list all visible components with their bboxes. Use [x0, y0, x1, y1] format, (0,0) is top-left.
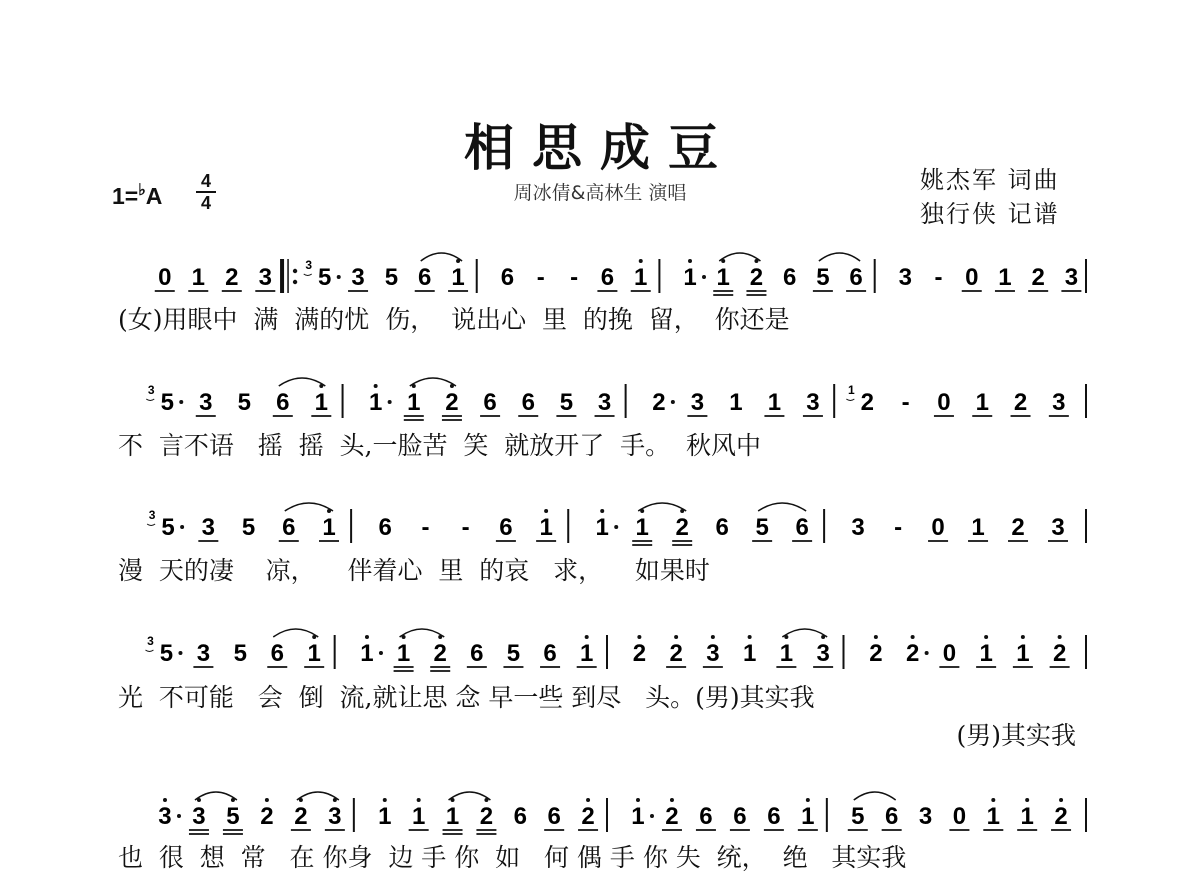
note: 1: [595, 514, 609, 541]
note: 5: [241, 514, 256, 541]
high-octave-dot: [374, 384, 378, 388]
note: 3: [192, 803, 206, 830]
note: 3: [1051, 514, 1065, 541]
note: 3: [1064, 264, 1079, 291]
note: 1: [801, 803, 815, 830]
note: 6: [499, 514, 513, 541]
high-octave-dot: [585, 635, 589, 639]
note: 6: [282, 514, 296, 541]
note: 1: [683, 264, 697, 291]
note: 1: [779, 640, 794, 667]
duration-dot: [925, 651, 929, 655]
note: 3: [806, 389, 820, 416]
note: 0: [965, 264, 979, 291]
note: 1: [378, 803, 392, 830]
note: 3: [199, 389, 213, 416]
high-octave-dot: [806, 798, 810, 802]
dash-note: -: [894, 514, 903, 541]
note: 1: [986, 803, 1000, 830]
high-octave-dot: [265, 798, 269, 802]
singers-credit: 周冰倩&高林生 演唱: [513, 182, 687, 204]
slur: [758, 503, 806, 511]
high-octave-dot: [639, 259, 643, 263]
grace-slur: [145, 650, 153, 652]
grace-slur: [846, 399, 854, 401]
high-octave-dot: [1059, 798, 1063, 802]
note: 2: [749, 264, 764, 291]
note: 5: [160, 389, 174, 416]
high-octave-dot: [637, 635, 641, 639]
note: 6: [378, 514, 392, 541]
lyricist-credit: 姚杰军 词曲: [920, 166, 1060, 194]
grace-note: 3: [305, 258, 313, 272]
duration-dot: [178, 651, 182, 655]
grace-slur: [304, 274, 312, 276]
note: 1: [1016, 640, 1030, 667]
song-title: 相思成豆: [464, 118, 736, 177]
note: 1: [580, 640, 594, 667]
note: 2: [860, 389, 875, 416]
repeat-dot: [293, 280, 297, 284]
high-octave-dot: [674, 635, 678, 639]
note: 1: [634, 264, 648, 291]
slur: [279, 378, 326, 386]
grace-slur: [146, 399, 154, 401]
duration-dot: [614, 525, 618, 529]
note: 3: [851, 514, 865, 541]
high-octave-dot: [586, 798, 590, 802]
duration-dot: [650, 814, 654, 818]
note: 6: [270, 640, 284, 667]
note: 2: [294, 803, 308, 830]
note: 6: [795, 514, 809, 541]
grace-note: 3: [147, 383, 155, 397]
high-octave-dot: [748, 635, 752, 639]
note: 0: [937, 389, 951, 416]
note: 3: [158, 803, 172, 830]
note: 5: [226, 803, 240, 830]
note: 0: [942, 640, 957, 667]
high-octave-dot: [636, 798, 640, 802]
grace-note: 3: [148, 508, 156, 522]
note: 6: [276, 389, 290, 416]
duration-dot: [180, 525, 184, 529]
note: 2: [869, 640, 883, 667]
grace-note: 1: [847, 383, 855, 397]
slur: [297, 792, 339, 800]
duration-dot: [337, 275, 341, 279]
lyric-line-3: 漫 天的凄 凉， 伴着心 里 的哀 求， 如果时: [118, 556, 710, 585]
meter-top: 4: [200, 171, 211, 191]
dash-note: -: [421, 514, 430, 541]
note: 6: [699, 803, 713, 830]
slur: [819, 253, 860, 261]
note: 1: [368, 389, 383, 416]
note: 2: [445, 389, 459, 416]
high-octave-dot: [711, 635, 715, 639]
note: 5: [816, 264, 830, 291]
note: 6: [521, 389, 535, 416]
note: 1: [716, 264, 730, 291]
flat-sign: ♭: [138, 182, 146, 199]
high-octave-dot: [984, 635, 988, 639]
note: 2: [581, 803, 595, 830]
high-octave-dot: [911, 635, 915, 639]
note: 2: [1011, 514, 1025, 541]
note: 1: [975, 389, 989, 416]
note: 5: [159, 640, 174, 667]
duration-dot: [702, 275, 706, 279]
slur: [854, 792, 896, 800]
slur: [273, 629, 318, 637]
note: 3: [351, 264, 365, 291]
meter-bottom: 4: [200, 193, 211, 213]
slur: [195, 792, 237, 800]
high-octave-dot: [1025, 798, 1029, 802]
dash-note: -: [461, 514, 470, 541]
note: 2: [675, 514, 689, 541]
note: 3: [706, 640, 720, 667]
note: 1: [451, 264, 465, 291]
transcriber-credit: 独行侠 记谱: [920, 200, 1060, 228]
note: 6: [418, 264, 432, 291]
note: 3: [328, 803, 342, 830]
high-octave-dot: [544, 509, 548, 513]
note: 1: [742, 640, 757, 667]
note: 3: [918, 803, 933, 830]
note: 3: [196, 640, 211, 667]
note: 6: [767, 803, 781, 830]
slur: [421, 253, 462, 261]
note: 5: [233, 640, 248, 667]
note: 3: [201, 514, 216, 541]
note: 1: [314, 389, 328, 416]
note: 2: [225, 264, 239, 291]
note: 1: [307, 640, 321, 667]
note: 6: [483, 389, 497, 416]
note: 0: [158, 264, 172, 291]
slur: [719, 253, 760, 261]
lyric-line-4: 光 不可能 会 倒 流,就让思 念 早一些 到尽 头。(男)其实我: [118, 683, 815, 712]
lyric-line-1: (女)用眼中 满 满的忧 伤， 说出心 里 的挽 留， 你还是: [118, 305, 790, 334]
duration-dot: [179, 400, 183, 404]
note: 5: [559, 389, 574, 416]
note: 2: [1013, 389, 1028, 416]
note: 1: [396, 640, 411, 667]
note: 1: [360, 640, 374, 667]
grace-slur: [147, 524, 155, 526]
note: 0: [931, 514, 945, 541]
high-octave-dot: [600, 509, 604, 513]
note: 0: [952, 803, 967, 830]
lyric-line-2: 不 言不语 摇 摇 头,一脸苦 笑 就放开了 手。 秋风中: [118, 431, 762, 460]
note: 2: [1054, 803, 1068, 830]
note: 6: [884, 803, 899, 830]
note: 1: [729, 389, 743, 416]
note: 2: [669, 640, 683, 667]
note: 6: [733, 803, 747, 830]
note: 3: [1052, 389, 1066, 416]
note: 5: [755, 514, 769, 541]
key-note: A: [145, 183, 163, 209]
high-octave-dot: [365, 635, 369, 639]
note: 2: [905, 640, 920, 667]
slur: [285, 503, 333, 511]
lyric-line-4b: (男)其实我: [956, 721, 1076, 750]
note: 1: [1020, 803, 1034, 830]
note: 1: [191, 264, 205, 291]
high-octave-dot: [688, 259, 692, 263]
high-octave-dot: [991, 798, 995, 802]
note: 6: [782, 264, 797, 291]
note: 6: [715, 514, 729, 541]
note: 1: [631, 803, 645, 830]
note: 1: [635, 514, 649, 541]
note: 3: [690, 389, 705, 416]
duration-dot: [177, 814, 181, 818]
high-octave-dot: [417, 798, 421, 802]
note: 1: [322, 514, 336, 541]
dash-note: -: [934, 264, 943, 291]
note: 2: [260, 803, 274, 830]
note: 5: [237, 389, 251, 416]
slur: [410, 378, 456, 386]
high-octave-dot: [383, 798, 387, 802]
note: 1: [407, 389, 421, 416]
note: 6: [543, 640, 557, 667]
note: 5: [318, 264, 332, 291]
high-octave-dot: [1058, 635, 1062, 639]
note: 1: [971, 514, 985, 541]
note: 6: [547, 803, 561, 830]
duration-dot: [388, 400, 392, 404]
note: 2: [665, 803, 679, 830]
dash-note: -: [536, 264, 545, 291]
note: 5: [506, 640, 521, 667]
note: 1: [411, 803, 426, 830]
high-octave-dot: [670, 798, 674, 802]
note: 3: [816, 640, 830, 667]
note: 2: [479, 803, 494, 830]
high-octave-dot: [874, 635, 878, 639]
lyric-line-5: 也 很 想 常 在 你身 边 手 你 如 何 偶 手 你 失 统， 绝 其实我: [118, 843, 907, 872]
note: 5: [384, 264, 399, 291]
note: 2: [1031, 264, 1045, 291]
note: 2: [632, 640, 647, 667]
slur: [400, 629, 445, 637]
dash-note: -: [570, 264, 579, 291]
key-prefix: 1=: [112, 183, 139, 209]
note: 1: [539, 514, 553, 541]
duration-dot: [671, 400, 675, 404]
note: 6: [470, 640, 484, 667]
note: 2: [1052, 640, 1067, 667]
slur: [449, 792, 491, 800]
slur: [782, 629, 827, 637]
note: 1: [979, 640, 993, 667]
note: 1: [998, 264, 1012, 291]
note: 3: [258, 264, 272, 291]
grace-note: 3: [147, 634, 154, 648]
note: 6: [849, 264, 863, 291]
note: 2: [433, 640, 447, 667]
note: 5: [161, 514, 175, 541]
repeat-dot: [293, 269, 297, 273]
note: 1: [767, 389, 782, 416]
note: 1: [445, 803, 460, 830]
note: 6: [500, 264, 515, 291]
dash-note: -: [901, 389, 910, 416]
note: 6: [600, 264, 615, 291]
note: 2: [652, 389, 666, 416]
note: 3: [898, 264, 912, 291]
high-octave-dot: [1021, 635, 1025, 639]
note: 5: [851, 803, 865, 830]
high-octave-dot: [163, 798, 167, 802]
note: 6: [513, 803, 527, 830]
duration-dot: [379, 651, 383, 655]
slur: [638, 503, 686, 511]
note: 3: [597, 389, 612, 416]
